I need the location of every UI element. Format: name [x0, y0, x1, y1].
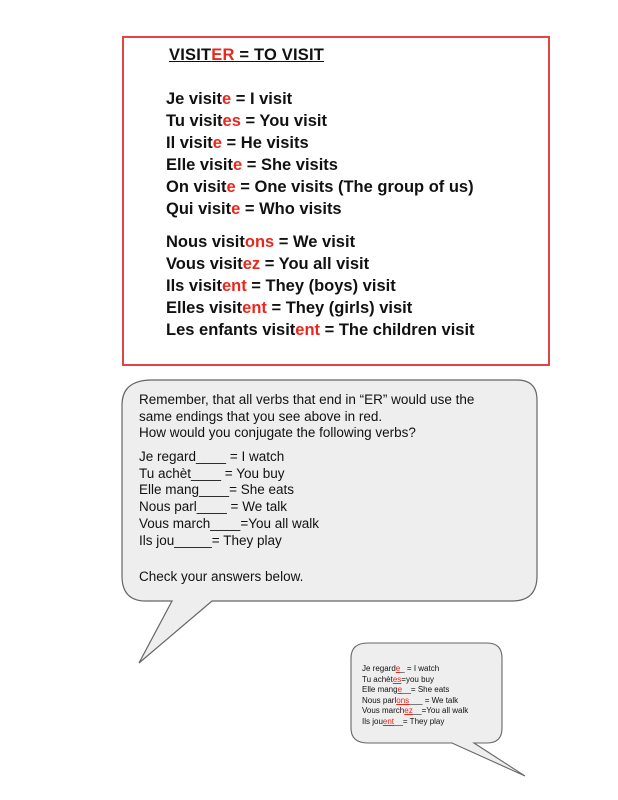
practice-item: Vous march____=You all walk	[139, 515, 319, 531]
conjugation-line: On visite = One visits (The group of us)	[166, 178, 474, 196]
check-answers-text: Check your answers below.	[139, 569, 304, 584]
practice-item: Je regard____ = I watch	[139, 449, 285, 464]
practice-list	[139, 449, 319, 549]
practice-item: Elle mang____= She eats	[139, 482, 294, 498]
title-ending: ER	[211, 46, 235, 64]
conjugation-line: Vous visitez = You all visit	[166, 255, 370, 273]
conjugation-line: Les enfants visitent = The children visit	[166, 321, 475, 339]
conjugation-line: Elle visite = She visits	[166, 156, 338, 174]
bubble-intro	[139, 392, 474, 442]
answer-item: Tu achètes=you buy	[362, 674, 434, 684]
practice-item: Tu achèt____ = You buy	[139, 465, 285, 481]
title-meaning: = TO VISIT	[234, 46, 325, 64]
intro-line: How would you conjugate the following verbs?	[139, 425, 416, 441]
answer-item: Nous parlons___ = We talk	[362, 695, 459, 705]
practice-item: Ils jou_____= They play	[139, 532, 282, 548]
conjugation-line: Tu visites = You visit	[166, 112, 327, 130]
conjugation-line: Il visite = He visits	[166, 134, 309, 152]
conjugation-line: Nous visitons = We visit	[166, 233, 356, 251]
answer-item: Ils jouent__= They play	[362, 716, 445, 726]
conjugation-line: Qui visite = Who visits	[166, 200, 342, 218]
intro-line: Remember, that all verbs that end in “ER” would use the	[139, 392, 475, 407]
intro-line: same endings that you see above in red.	[139, 408, 383, 424]
practice-item: Nous parl____ = We talk	[139, 499, 287, 515]
conjugation-line: Elles visitent = They (girls) visit	[166, 299, 413, 317]
answer-item: Vous marchez__=You all walk	[362, 706, 469, 716]
answer-item: Je regarde_ = I watch	[362, 664, 440, 673]
conjugation-line: Ils visitent = They (boys) visit	[166, 277, 396, 295]
title-stem: VISIT	[169, 46, 212, 64]
answer-key	[362, 664, 468, 728]
answer-item: Elle mange__= She eats	[362, 685, 450, 695]
conjugation-line: Je visite = I visit	[166, 90, 293, 108]
